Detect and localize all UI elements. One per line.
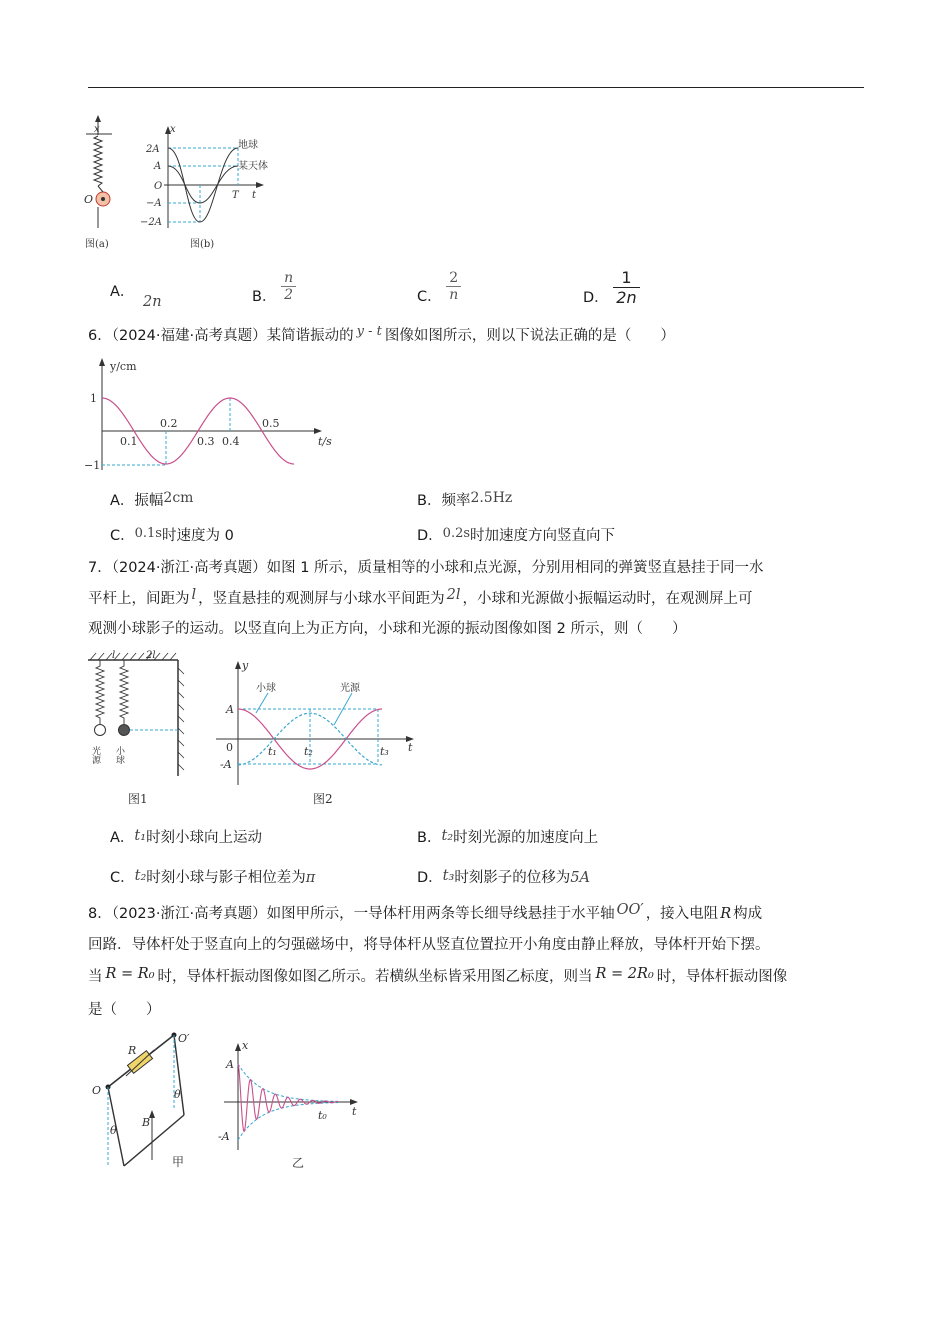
angle-theta: θ	[174, 1088, 181, 1101]
angle-theta: θ	[110, 1124, 117, 1137]
option-label: A．	[110, 284, 135, 300]
stem-text: 是（ ）	[88, 1002, 161, 1018]
figure-caption-a: 图(a)	[85, 239, 109, 250]
q7-figure-1-apparatus	[84, 648, 194, 808]
option-math: 0.1s	[134, 526, 162, 541]
option-label: B．	[417, 493, 442, 509]
q8-figure-yi-damped-graph	[214, 1035, 364, 1175]
legend-earth: 地球	[238, 140, 258, 151]
figure-caption-1: 图1	[128, 792, 148, 806]
figure-caption-jia: 甲	[172, 1155, 185, 1169]
axis-label-t: t/s	[318, 435, 332, 448]
q7-stem-line-3	[88, 614, 686, 644]
q7-option-c[interactable]	[110, 866, 315, 887]
option-label: D．	[583, 289, 609, 306]
q7-option-a[interactable]	[110, 826, 262, 847]
option-label: D．	[417, 528, 443, 544]
option-math: t₁	[134, 828, 147, 844]
tick-1: 1	[90, 392, 97, 405]
axis-label-x: x	[94, 124, 100, 135]
option-label: A．	[110, 830, 135, 846]
question-source: （2023·浙江·高考真题）	[111, 906, 267, 922]
figure-caption-yi: 乙	[292, 1156, 305, 1170]
figure-caption-b: 图(b)	[190, 239, 215, 250]
q5-option-d[interactable]	[583, 268, 640, 307]
q7-stem-line-1	[88, 553, 764, 583]
option-math: 0.2s	[442, 526, 471, 541]
axis-label-t: t	[352, 1105, 357, 1118]
axis-label-y: y/cm	[110, 360, 137, 373]
option-math: 5A	[570, 870, 591, 886]
distance-2l: 2l	[146, 650, 156, 661]
question-number: 7．	[88, 560, 112, 576]
pivot-O-prime: O′	[178, 1032, 190, 1045]
legend-ball: 小球	[256, 683, 276, 694]
option-label: A．	[110, 493, 135, 509]
option-d-fraction: $\frac{1}{2n}$	[613, 268, 639, 307]
q7-stem-line-2	[88, 584, 753, 614]
q5-option-a[interactable]	[110, 280, 162, 310]
question-number: 8．	[88, 906, 112, 922]
q5-option-c[interactable]	[417, 270, 461, 303]
stem-math: 2l	[446, 587, 461, 603]
tick-minus-A: -A	[218, 1130, 230, 1143]
tick-0.3: 0.3	[197, 435, 215, 448]
stem-math: R = R₀	[105, 966, 155, 982]
option-math: t₂	[134, 868, 147, 884]
q8-stem-line-1	[88, 899, 762, 929]
stem-text: 平杆上，间距为	[88, 591, 190, 607]
q6-option-d[interactable]	[417, 524, 615, 545]
tick-T: T	[232, 190, 239, 201]
stem-text: 构成	[733, 906, 763, 922]
tick-minus-A: −A	[146, 198, 162, 209]
pivot-O: O	[92, 1084, 102, 1097]
resistor-label: R	[128, 1044, 137, 1057]
stem-text: 观测小球影子的运动。以竖直向上为正方向，小球和光源的振动图像如图 2 所示，则（ ）	[88, 621, 687, 637]
axis-label-t: t	[252, 190, 257, 201]
option-text: 时刻光源的加速度向上	[453, 830, 599, 846]
stem-math: l	[191, 587, 197, 603]
tick-t1: t₁	[268, 745, 277, 758]
q8-stem-line-4	[88, 995, 161, 1025]
option-math: t₂	[441, 828, 454, 844]
q7-figure-2-graph	[210, 655, 420, 810]
q7-option-d[interactable]	[417, 866, 590, 887]
option-label: C．	[110, 870, 135, 886]
figure-caption-2: 图2	[313, 792, 333, 806]
axis-label-x: x	[170, 124, 176, 135]
q5-figure	[80, 110, 280, 260]
option-math: π	[305, 870, 316, 886]
label-ball: 小球	[114, 746, 124, 764]
distance-l: l	[112, 650, 116, 661]
tick-A: A	[154, 161, 162, 172]
stem-text: 时，导体杆振动图像如图乙所示。若横纵坐标皆采用图乙标度，则当	[157, 969, 593, 985]
q8-stem-line-3	[88, 962, 787, 992]
stem-math: y - t	[356, 324, 382, 339]
option-label: B．	[417, 830, 442, 846]
legend-celestial-body: 某天体	[238, 161, 268, 172]
tick-t2: t₂	[304, 745, 313, 758]
option-label: B．	[252, 288, 277, 305]
option-text: 时速度为 0	[161, 528, 234, 544]
option-text: 时刻小球向上运动	[146, 830, 263, 846]
option-text: 时刻小球与影子相位差为	[146, 870, 306, 886]
q8-figure-jia-pendulum	[88, 1030, 208, 1175]
tick-0.4: 0.4	[222, 435, 240, 448]
axis-label-x: x	[242, 1039, 249, 1052]
tick-2A: 2A	[146, 144, 160, 155]
option-math: 2cm	[163, 490, 194, 506]
top-rule	[88, 87, 864, 88]
option-text: 频率	[441, 493, 471, 509]
option-math: t₃	[442, 868, 455, 884]
option-a-math: 2n	[143, 294, 162, 310]
stem-text: 回路．导体杆处于竖直向上的匀强磁场中，将导体杆从竖直位置拉开小角度由静止释放，导体杆开始下摆。	[88, 937, 770, 953]
magnetic-field-B: B	[142, 1116, 151, 1129]
stem-text: ，竖直悬挂的观测屏与小球水平间距为	[198, 591, 445, 607]
tick-0: 0	[226, 741, 233, 754]
q8-stem-line-2	[88, 930, 770, 960]
origin-label: O	[84, 193, 94, 206]
q6-stem	[88, 321, 675, 352]
axis-label-t: t	[408, 741, 413, 754]
option-b-fraction: $\frac{n}{2}$	[281, 270, 296, 303]
stem-text: 某简谐振动的	[266, 328, 354, 344]
q5-option-b[interactable]	[252, 270, 296, 303]
legend-light-source: 光源	[340, 683, 360, 694]
q6-figure-yt-graph	[80, 352, 340, 477]
tick-minus-1: −1	[84, 459, 101, 472]
stem-text: 当	[88, 969, 103, 985]
option-math: 2.5Hz	[470, 490, 513, 506]
question-source: （2024·浙江·高考真题）	[111, 560, 267, 576]
question-number: 6．	[88, 328, 112, 344]
tick-minus-2A: −2A	[140, 217, 162, 228]
tick-t3: t₃	[380, 745, 389, 758]
tick-A: A	[226, 703, 234, 716]
stem-text: ，接入电阻	[645, 906, 719, 922]
stem-math: R	[720, 906, 732, 922]
tick-0.2: 0.2	[160, 417, 178, 430]
q6-option-a[interactable]	[110, 489, 193, 510]
stem-text: 如图甲所示，一导体杆用两条等长细导线悬挂于水平轴	[266, 906, 615, 922]
q7-option-b[interactable]	[417, 826, 598, 847]
option-label: C．	[417, 288, 442, 305]
question-source: （2024·福建·高考真题）	[111, 328, 267, 344]
tick-0.1: 0.1	[120, 435, 138, 448]
axis-label-y: y	[242, 659, 249, 672]
stem-text: ，小球和光源做小振幅运动时，在观测屏上可	[462, 591, 753, 607]
stem-math: OO′	[616, 902, 644, 918]
tick-O: O	[154, 181, 163, 192]
stem-text: 图像如图所示，则以下说法正确的是（ ）	[384, 328, 675, 344]
q6-option-b[interactable]	[417, 489, 512, 510]
tick-A: A	[226, 1058, 234, 1071]
tick-minus-A: -A	[220, 758, 232, 771]
option-label: C．	[110, 528, 135, 544]
option-text: 时加速度方向竖直向下	[470, 528, 616, 544]
option-label: D．	[417, 870, 443, 886]
stem-text: 时，导体杆振动图像	[656, 969, 788, 985]
stem-math: R = 2R₀	[595, 966, 654, 982]
q6-option-c[interactable]	[110, 524, 234, 545]
option-text: 时刻影子的位移为	[454, 870, 571, 886]
tick-t0: t₀	[318, 1109, 327, 1122]
tick-0.5: 0.5	[262, 417, 280, 430]
stem-text: 如图 1 所示，质量相等的小球和点光源，分别用相同的弹簧竖直悬挂于同一水	[266, 560, 764, 576]
option-text: 振幅	[134, 493, 164, 509]
label-light-source: 光源	[90, 746, 100, 764]
option-c-fraction: $\frac{2}{n}$	[446, 270, 461, 303]
